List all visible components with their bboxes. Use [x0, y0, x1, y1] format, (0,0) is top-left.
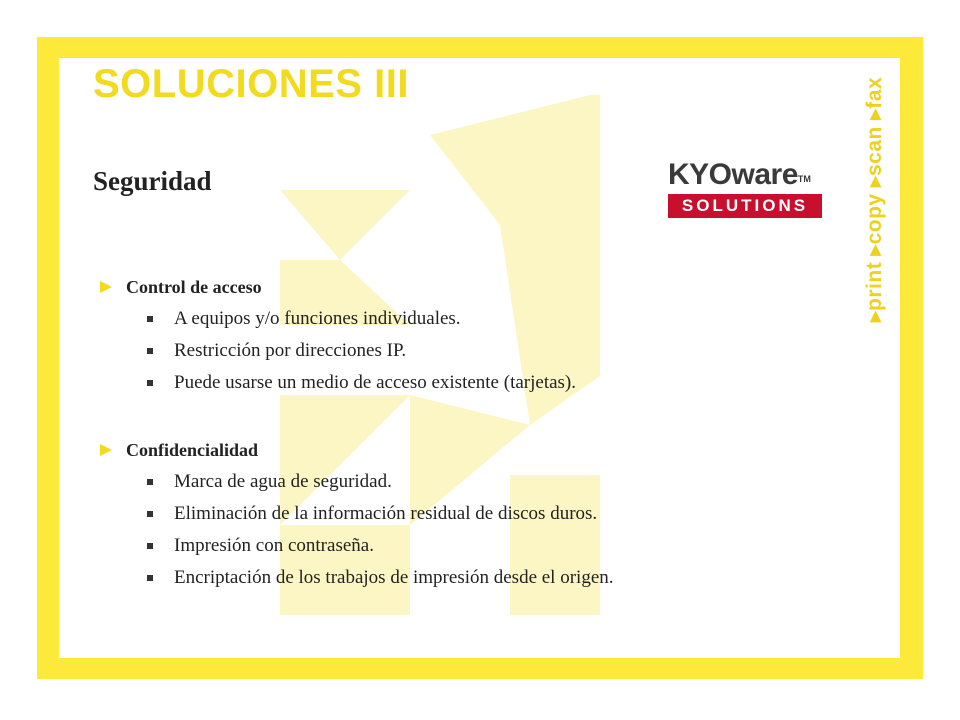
square-bullet-icon: [147, 380, 153, 386]
list-item: [100, 335, 740, 367]
list-item-text: Eliminación de la información residual de discos duros.: [174, 503, 598, 524]
section-heading: [100, 438, 740, 462]
slide-subtitle: Seguridad: [93, 166, 212, 196]
list-item-text: Puede usarse un medio de acceso existente (tarjetas).: [174, 372, 577, 393]
trademark-mark: TM: [797, 174, 811, 184]
tag-print: print: [863, 261, 886, 311]
square-bullet-icon: [147, 575, 153, 581]
section-heading-text: Confidencialidad: [126, 439, 259, 460]
list-item: [100, 498, 740, 530]
square-bullet-icon: [147, 479, 153, 485]
list-item: [100, 562, 740, 594]
list-item: [100, 530, 740, 562]
kyoware-solutions-logo: [668, 158, 822, 218]
tag-fax: fax: [863, 76, 886, 109]
section-control-acceso: [100, 275, 740, 399]
tag-scan: scan: [863, 126, 886, 176]
section-heading: [100, 275, 740, 299]
logo-solutions-bar: SOLUTIONS: [668, 194, 822, 218]
square-bullet-icon: [147, 511, 153, 517]
list-item: [100, 303, 740, 335]
slide-title: SOLUCIONES III: [93, 62, 409, 106]
logo-wordmark: [668, 158, 822, 192]
arrow-bullet-icon: [100, 444, 112, 456]
square-bullet-icon: [147, 316, 153, 322]
arrow-bullet-icon: [100, 281, 112, 293]
list-item-text: Impresión con contraseña.: [174, 535, 374, 556]
list-item: [100, 466, 740, 498]
square-bullet-icon: [147, 543, 153, 549]
section-heading-text: Control de acceso: [126, 276, 262, 297]
list-item-text: Encriptación de los trabajos de impresión desde el origen.: [174, 567, 614, 588]
list-item-text: A equipos y/o funciones individuales.: [174, 308, 461, 329]
list-item: [100, 367, 740, 399]
square-bullet-icon: [147, 348, 153, 354]
section-confidencialidad: [100, 438, 740, 594]
logo-wordmark-text: KYOware: [668, 158, 798, 191]
bullet-list: [100, 466, 740, 594]
svg-text:▸print ▸copy ▸scan: ▸print ▸copy ▸scan ▸fax: [863, 76, 886, 322]
list-item-text: Marca de agua de seguridad.: [174, 471, 392, 492]
print-copy-scan-fax-tag: [848, 76, 902, 326]
list-item-text: Restricción por direcciones IP.: [174, 340, 407, 361]
tag-copy: copy: [863, 193, 886, 245]
bullet-list: [100, 303, 740, 399]
